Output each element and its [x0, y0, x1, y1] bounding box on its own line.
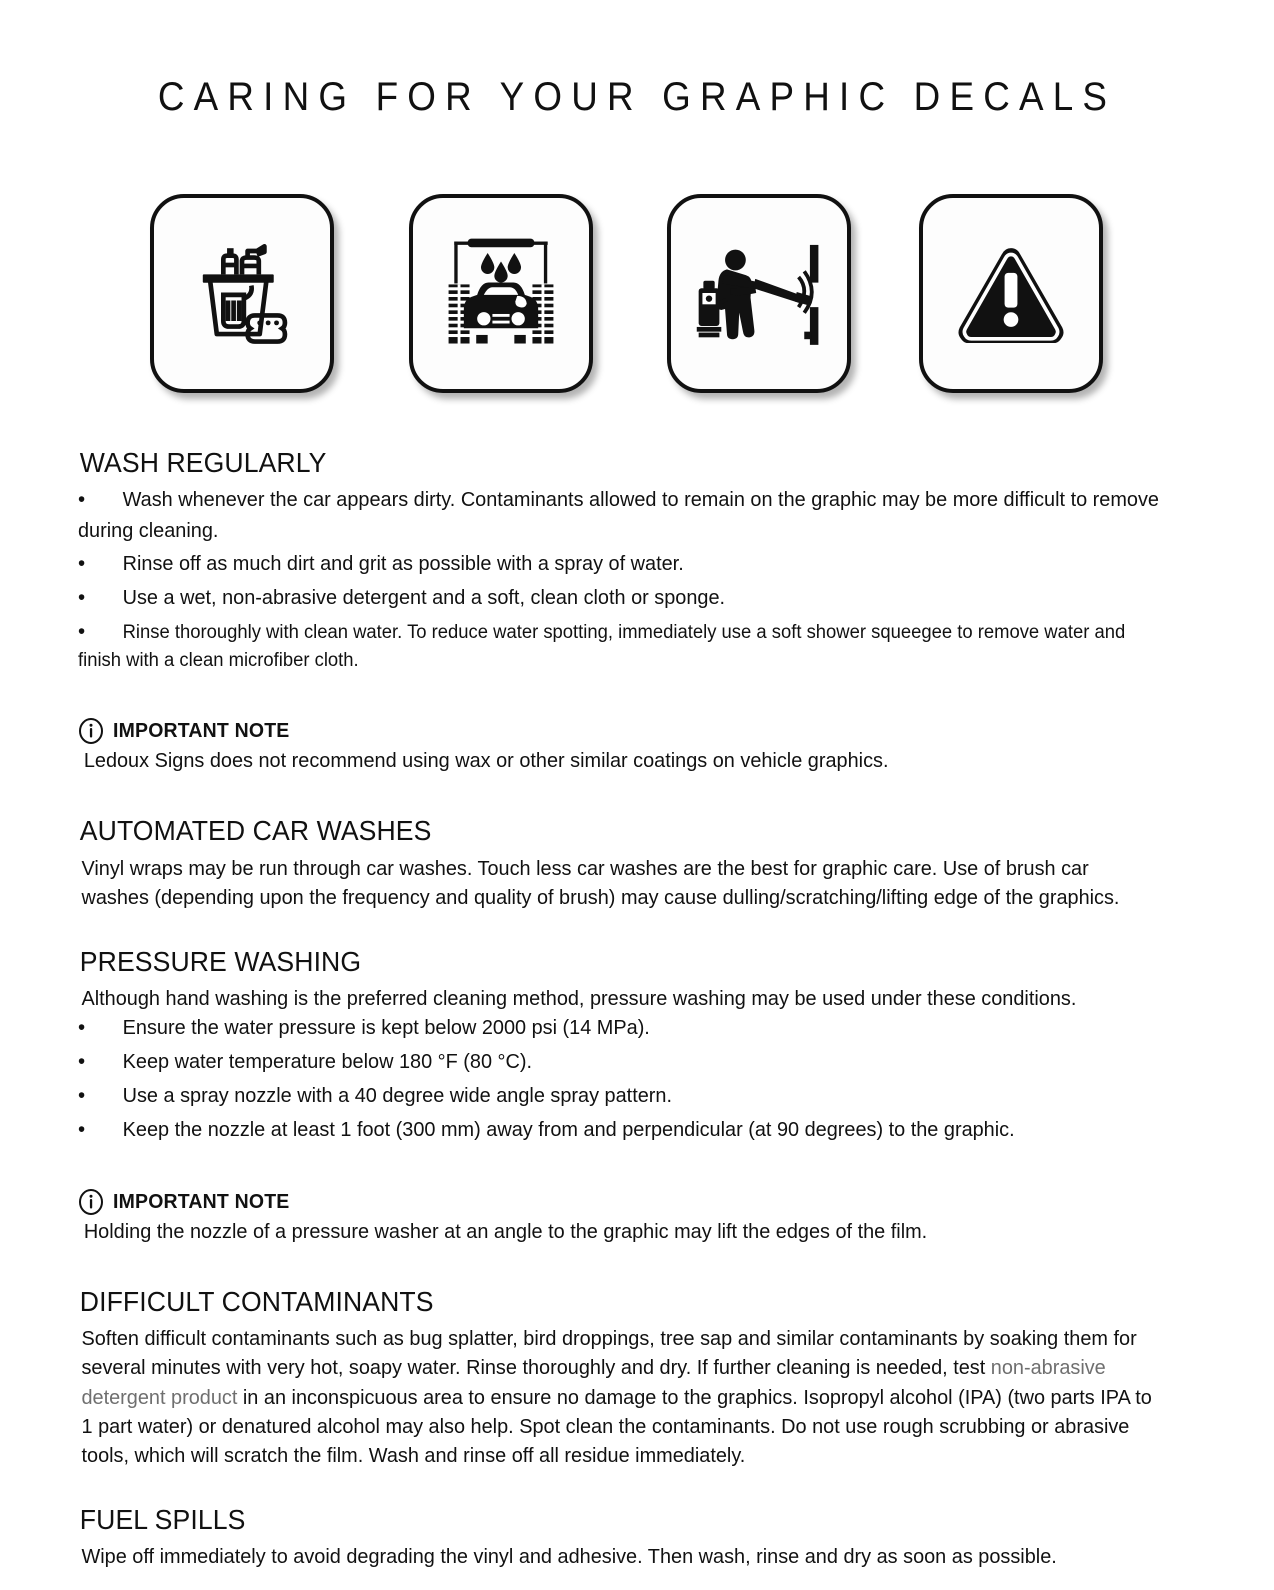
bullet-dot — [78, 485, 123, 516]
pressure-washing-bullet-list — [0, 1013, 1274, 1145]
icon-box-warning — [919, 194, 1103, 393]
bullet-dot — [78, 583, 123, 614]
document-body — [0, 447, 1274, 1572]
pressure-washing-icon — [693, 233, 825, 353]
section-wash-regularly — [0, 447, 1274, 675]
list-item-text: Keep the nozzle at least 1 foot (300 mm) away from and perpendicular (at 90 degrees) to the graphic. — [122, 1117, 1015, 1141]
list-item — [78, 583, 1164, 614]
note-body: Holding the nozzle of a pressure washer at an angle to the graphic may lift the edges of the film. — [83, 1219, 928, 1243]
list-item — [78, 549, 1164, 580]
cleaning-supplies-icon — [186, 237, 298, 349]
note-title: IMPORTANT NOTE — [113, 718, 290, 742]
note-title: IMPORTANT NOTE — [113, 1189, 290, 1213]
page-title: CARING FOR YOUR GRAPHIC DECALS — [157, 74, 1117, 119]
fuel-spills-body: Wipe off immediately to avoid degrading the vinyl and adhesive. Then wash, rinse and dry as soon as possible. — [81, 1545, 1057, 1569]
list-item-text: Rinse off as much dirt and grit as possible with a spray of water. — [122, 552, 684, 576]
list-item-text: Keep water temperature below 180 °F (80 °C). — [122, 1050, 533, 1074]
list-item — [78, 1013, 1164, 1044]
icon-box-cleaning-supplies — [150, 194, 334, 393]
section-fuel-spills — [0, 1504, 1274, 1572]
list-item — [78, 617, 1164, 675]
icon-box-pressure-washing — [667, 194, 851, 393]
bullet-dot — [78, 1047, 123, 1078]
note-body: Ledoux Signs does not recommend using wax or other similar coatings on vehicle graphics. — [83, 748, 889, 772]
note-header — [78, 1189, 1274, 1215]
list-item-text: Use a spray nozzle with a 40 degree wide angle spray pattern. — [122, 1084, 672, 1108]
list-item — [78, 1081, 1164, 1112]
body-text-muted-phrase: non-abrasive detergent product — [81, 1356, 1106, 1409]
body-text-part-two: in an inconspicuous area to ensure no damage to the graphics. Isopropyl alcohol (IPA) (two parts IPA to 1 part water) or denatured alcohol may also help. Spot clean the contaminants. Do not use rough scrubbing or abrasive tools, which will scratch the film. Wash and rinse off all residue immediately. — [81, 1385, 1152, 1467]
heading-difficult-contaminants: DIFFICULT CONTAMINANTS — [79, 1285, 434, 1317]
list-item-text: Ensure the water pressure is kept below 2000 psi (14 MPa). — [122, 1016, 650, 1040]
info-circle-icon — [78, 1189, 104, 1215]
wash-regularly-bullet-list — [0, 485, 1274, 675]
automated-car-wash-icon — [439, 232, 563, 354]
icon-row — [0, 190, 1274, 400]
list-item — [78, 1047, 1164, 1078]
bullet-dot — [78, 1013, 123, 1044]
section-difficult-contaminants — [0, 1286, 1274, 1470]
heading-pressure-washing: PRESSURE WASHING — [79, 945, 362, 977]
list-item-text: Use a wet, non-abrasive detergent and a soft, clean cloth or sponge. — [122, 586, 726, 610]
body-text-part-one: Soften difficult contaminants such as bug splatter, bird droppings, tree sap and similar contaminants by soaking them for several minutes with very hot, soapy water. Rinse thoroughly and dry. If further cleaning is needed, test — [81, 1327, 1137, 1380]
section-automated-car-washes — [0, 815, 1274, 912]
bullet-dot — [78, 1081, 123, 1112]
list-item — [78, 1115, 1164, 1146]
heading-wash-regularly: WASH REGULARLY — [79, 446, 327, 478]
bullet-dot — [78, 549, 123, 580]
list-item-text: Rinse thoroughly with clean water. To reduce water spotting, immediately use a soft shower squeegee to remove water and finish with a clean microfiber cloth. — [78, 621, 1126, 672]
info-circle-icon — [78, 718, 104, 744]
important-note-two — [0, 1189, 1274, 1246]
important-note-one — [0, 718, 1274, 775]
difficult-contaminants-body — [0, 1324, 1236, 1470]
warning-triangle-icon — [956, 243, 1066, 343]
pressure-washing-intro: Although hand washing is the preferred cleaning method, pressure washing may be used under these conditions. — [81, 987, 1077, 1011]
list-item-text: Wash whenever the car appears dirty. Contaminants allowed to remain on the graphic may be more difficult to remove during cleaning. — [78, 488, 1160, 543]
note-header — [78, 718, 1274, 744]
icon-box-automated-car-wash — [409, 194, 593, 393]
heading-fuel-spills: FUEL SPILLS — [79, 1503, 246, 1535]
section-pressure-washing — [0, 946, 1274, 1146]
heading-automated-car-washes: AUTOMATED CAR WASHES — [79, 815, 432, 847]
bullet-dot — [78, 617, 123, 647]
list-item — [78, 485, 1164, 546]
document-page — [0, 27, 1274, 1590]
bullet-dot — [78, 1115, 123, 1146]
automated-car-washes-body: Vinyl wraps may be run through car washes. Touch less car washes are the best for graphic care. Use of brush car washes (depending upon the frequency and quality of brush) may cause dulling/scratching/lifting edge of the graphics. — [81, 856, 1120, 909]
